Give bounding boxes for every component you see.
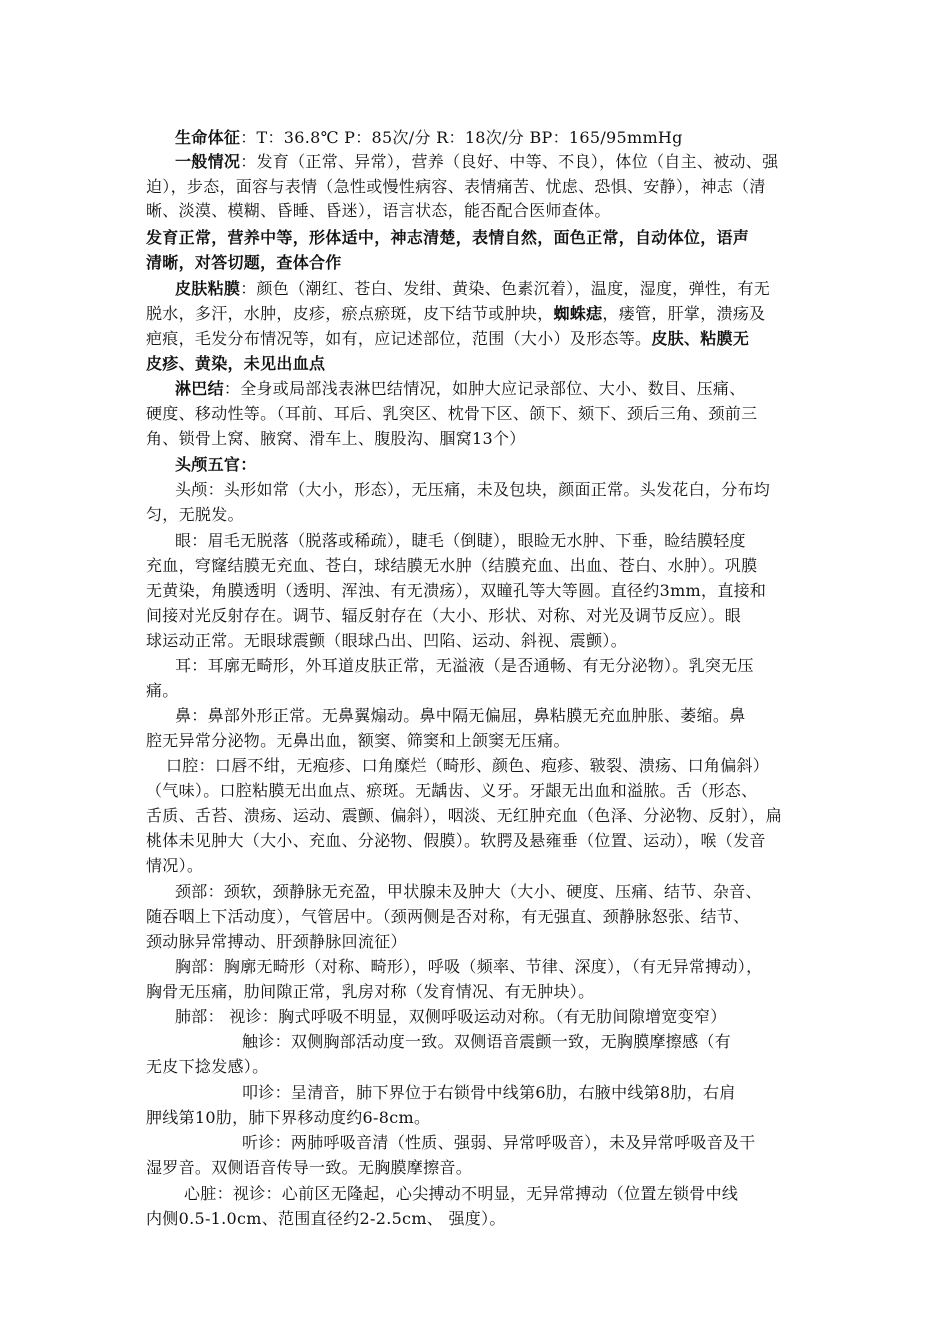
lung-auscultation-line-2: 湿罗音。双侧语音传导一致。无胸膜摩擦音。: [146, 1158, 473, 1177]
general-finding-2: 清晰，对答切题，查体合作: [146, 253, 342, 272]
skin-line-2: [146, 304, 826, 324]
skin-line-1: [175, 279, 855, 299]
general-finding-1: 发育正常，营养中等，形体适中，神志清楚，表情自然，面色正常，自动体位，语声: [146, 228, 750, 247]
lung-percussion-line-2: 胛线第10肋，肺下界移动度约6-8cm。: [146, 1108, 431, 1127]
neck-line-3: 颈动脉异常搏动、肝颈静脉回流征）: [146, 932, 407, 951]
general-label: 一般情况: [175, 152, 241, 171]
heart-line-1: 心脏：视诊：心前区无隆起，心尖搏动不明显，无异常搏动（位置左锁骨中线: [184, 1184, 739, 1203]
lymph-line-3: 角、锁骨上窝、腋窝、滑车上、腹股沟、腘窝13个）: [146, 429, 526, 448]
eye-line-5: 球运动正常。无眼球震颤（眼球凸出、凹陷、运动、斜视、震颤）。: [146, 631, 628, 650]
lung-percussion-line-1: 叩诊：呈清音，肺下界位于右锁骨中线第6肋，右腋中线第8肋，右肩: [242, 1083, 736, 1102]
general-line-2: 迫），步态，面容与表情（急性或慢性病容、表情痛苦、忧虑、恐惧、安静），神志（清: [146, 177, 766, 196]
nose-line-2: 腔无异常分泌物。无鼻出血，额窦、筛窦和上颌窦无压痛。: [146, 731, 570, 750]
skin-spider-nevus: 蜘蛛痣: [553, 304, 603, 323]
lymph-text-1: ：全身或局部浅表淋巴结情况，如肿大应记录部位、大小、数目、压痛、: [223, 379, 746, 398]
ear-line-1: 耳：耳廓无畸形，外耳道皮肤正常，无溢液（是否通畅、有无分泌物）。乳突无压: [175, 656, 754, 675]
mouth-line-1: 口腔：口唇不绀，无疱疹、口角糜烂（畸形、颜色、疱疹、皲裂、溃疡、口角偏斜）: [166, 756, 770, 775]
lymph-line-2: 硬度、移动性等。（耳前、耳后、乳突区、枕骨下区、颌下、颏下、颈后三角、颈前三: [146, 404, 758, 423]
chest-line-2: 胸骨无压痛，肋间隙正常，乳房对称（发育情况、有无肿块）。: [146, 982, 595, 1001]
neck-line-1: 颈部：颈软，颈静脉无充盈，甲状腺未及肿大（大小、硬度、压痛、结节、杂音、: [175, 882, 762, 901]
skin-finding-3b: 皮肤、粘膜无: [651, 329, 750, 348]
lung-inspection-line: 肺部： 视诊：胸式呼吸不明显，双侧呼吸运动对称。（有无肋间隙增宽变窄）: [175, 1007, 727, 1026]
chest-line-1: 胸部：胸廓无畸形（对称、畸形），呼吸（频率、节律、深度），（有无异常搏动），: [175, 957, 763, 976]
lung-palpation-line-2: 无皮下捻发感）。: [146, 1057, 269, 1076]
skull-line-1: 头颅：头形如常（大小，形态），无压痛，未及包块，颜面正常。头发花白，分布均: [175, 480, 771, 499]
skin-text-2c: ，瘘管，肝掌，溃疡及: [602, 304, 766, 323]
mouth-line-3: 舌质、舌苔、溃疡、运动、震颤、偏斜），咽淡、无红肿充血（色泽、分泌物、反射），扁: [146, 806, 783, 825]
nose-line-1: 鼻：鼻部外形正常。无鼻翼煽动。鼻中隔无偏屈，鼻粘膜无充血肿胀、萎缩。鼻: [175, 706, 746, 725]
ear-line-2: 痛。: [146, 681, 179, 700]
skin-line-3: [146, 329, 826, 349]
eye-line-4: 间接对光反射存在。调节、辐反射存在（大小、形状、对称、对光及调节反应）。眼: [146, 606, 742, 625]
vitals-values: ：T：36.8℃ P：85次/分 R：18次/分 BP：165/95mmHg: [240, 128, 683, 147]
lung-auscultation-line-1: 听诊：两肺呼吸音清（性质、强弱、异常呼吸音），未及异常呼吸音及干: [242, 1133, 756, 1152]
eye-line-1: 眼：眉毛无脱落（脱落或稀疏），睫毛（倒睫），眼睑无水肿、下垂，睑结膜轻度: [175, 531, 746, 550]
lung-palpation-line-1: 触诊：双侧胸部活动度一致。双侧语音震颤一致，无胸膜摩擦感（有: [242, 1032, 732, 1051]
lymph-label: 淋巴结: [175, 379, 224, 398]
vitals-label: 生命体征: [175, 128, 241, 147]
skin-label: 皮肤粘膜: [175, 279, 241, 298]
heart-line-2: 内侧0.5-1.0cm、范围直径约2-2.5cm、 强度）。: [146, 1209, 506, 1228]
skull-line-2: 匀，无脱发。: [146, 505, 244, 524]
vitals-line: [175, 128, 855, 148]
mouth-line-5: 情况）。: [146, 856, 204, 875]
skin-text-1: ：颜色（潮红、苍白、发绀、黄染、色素沉着），温度，湿度，弹性，有无: [240, 279, 771, 298]
mouth-line-4: 桃体未见肿大（大小、充血、分泌物、假膜）。软腭及悬雍垂（位置、运动），喉（发音: [146, 831, 766, 850]
skin-text-3a: 疤痕，毛发分布情况等，如有，应记述部位，范围（大小）及形态等。: [146, 329, 652, 348]
general-text-1: ：发育（正常、异常），营养（良好、中等、不良），体位（自主、被动、强: [240, 152, 779, 171]
neck-line-2: 随吞咽上下活动度），气管居中。（颈两侧是否对称，有无强直、颈静脉怒张、结节、: [146, 907, 750, 926]
lymph-line-1: [175, 379, 855, 399]
head-section-title: 头颅五官：: [175, 455, 257, 474]
skin-finding-4: 皮疹、黄染，未见出血点: [146, 354, 326, 373]
mouth-line-2: （气味）。口腔粘膜无出血点、瘀斑。无龋齿、义牙。牙龈无出血和溢脓。舌（形态、: [146, 781, 758, 800]
general-line-3: 晰、淡漠、模糊、昏睡、昏迷），语言状态，能否配合医师查体。: [146, 201, 611, 220]
eye-line-3: 无黄染，角膜透明（透明、浑浊、有无溃疡），双瞳孔等大等圆。直径约3mm，直接和: [146, 581, 767, 600]
skin-text-2a: 脱水，多汗，水肿，皮疹，瘀点瘀斑，皮下结节或肿块，: [146, 304, 554, 323]
eye-line-2: 充血，穹窿结膜无充血、苍白，球结膜无水肿（结膜充血、出血、苍白、水肿）。巩膜: [146, 556, 758, 575]
general-line-1: [175, 152, 855, 172]
